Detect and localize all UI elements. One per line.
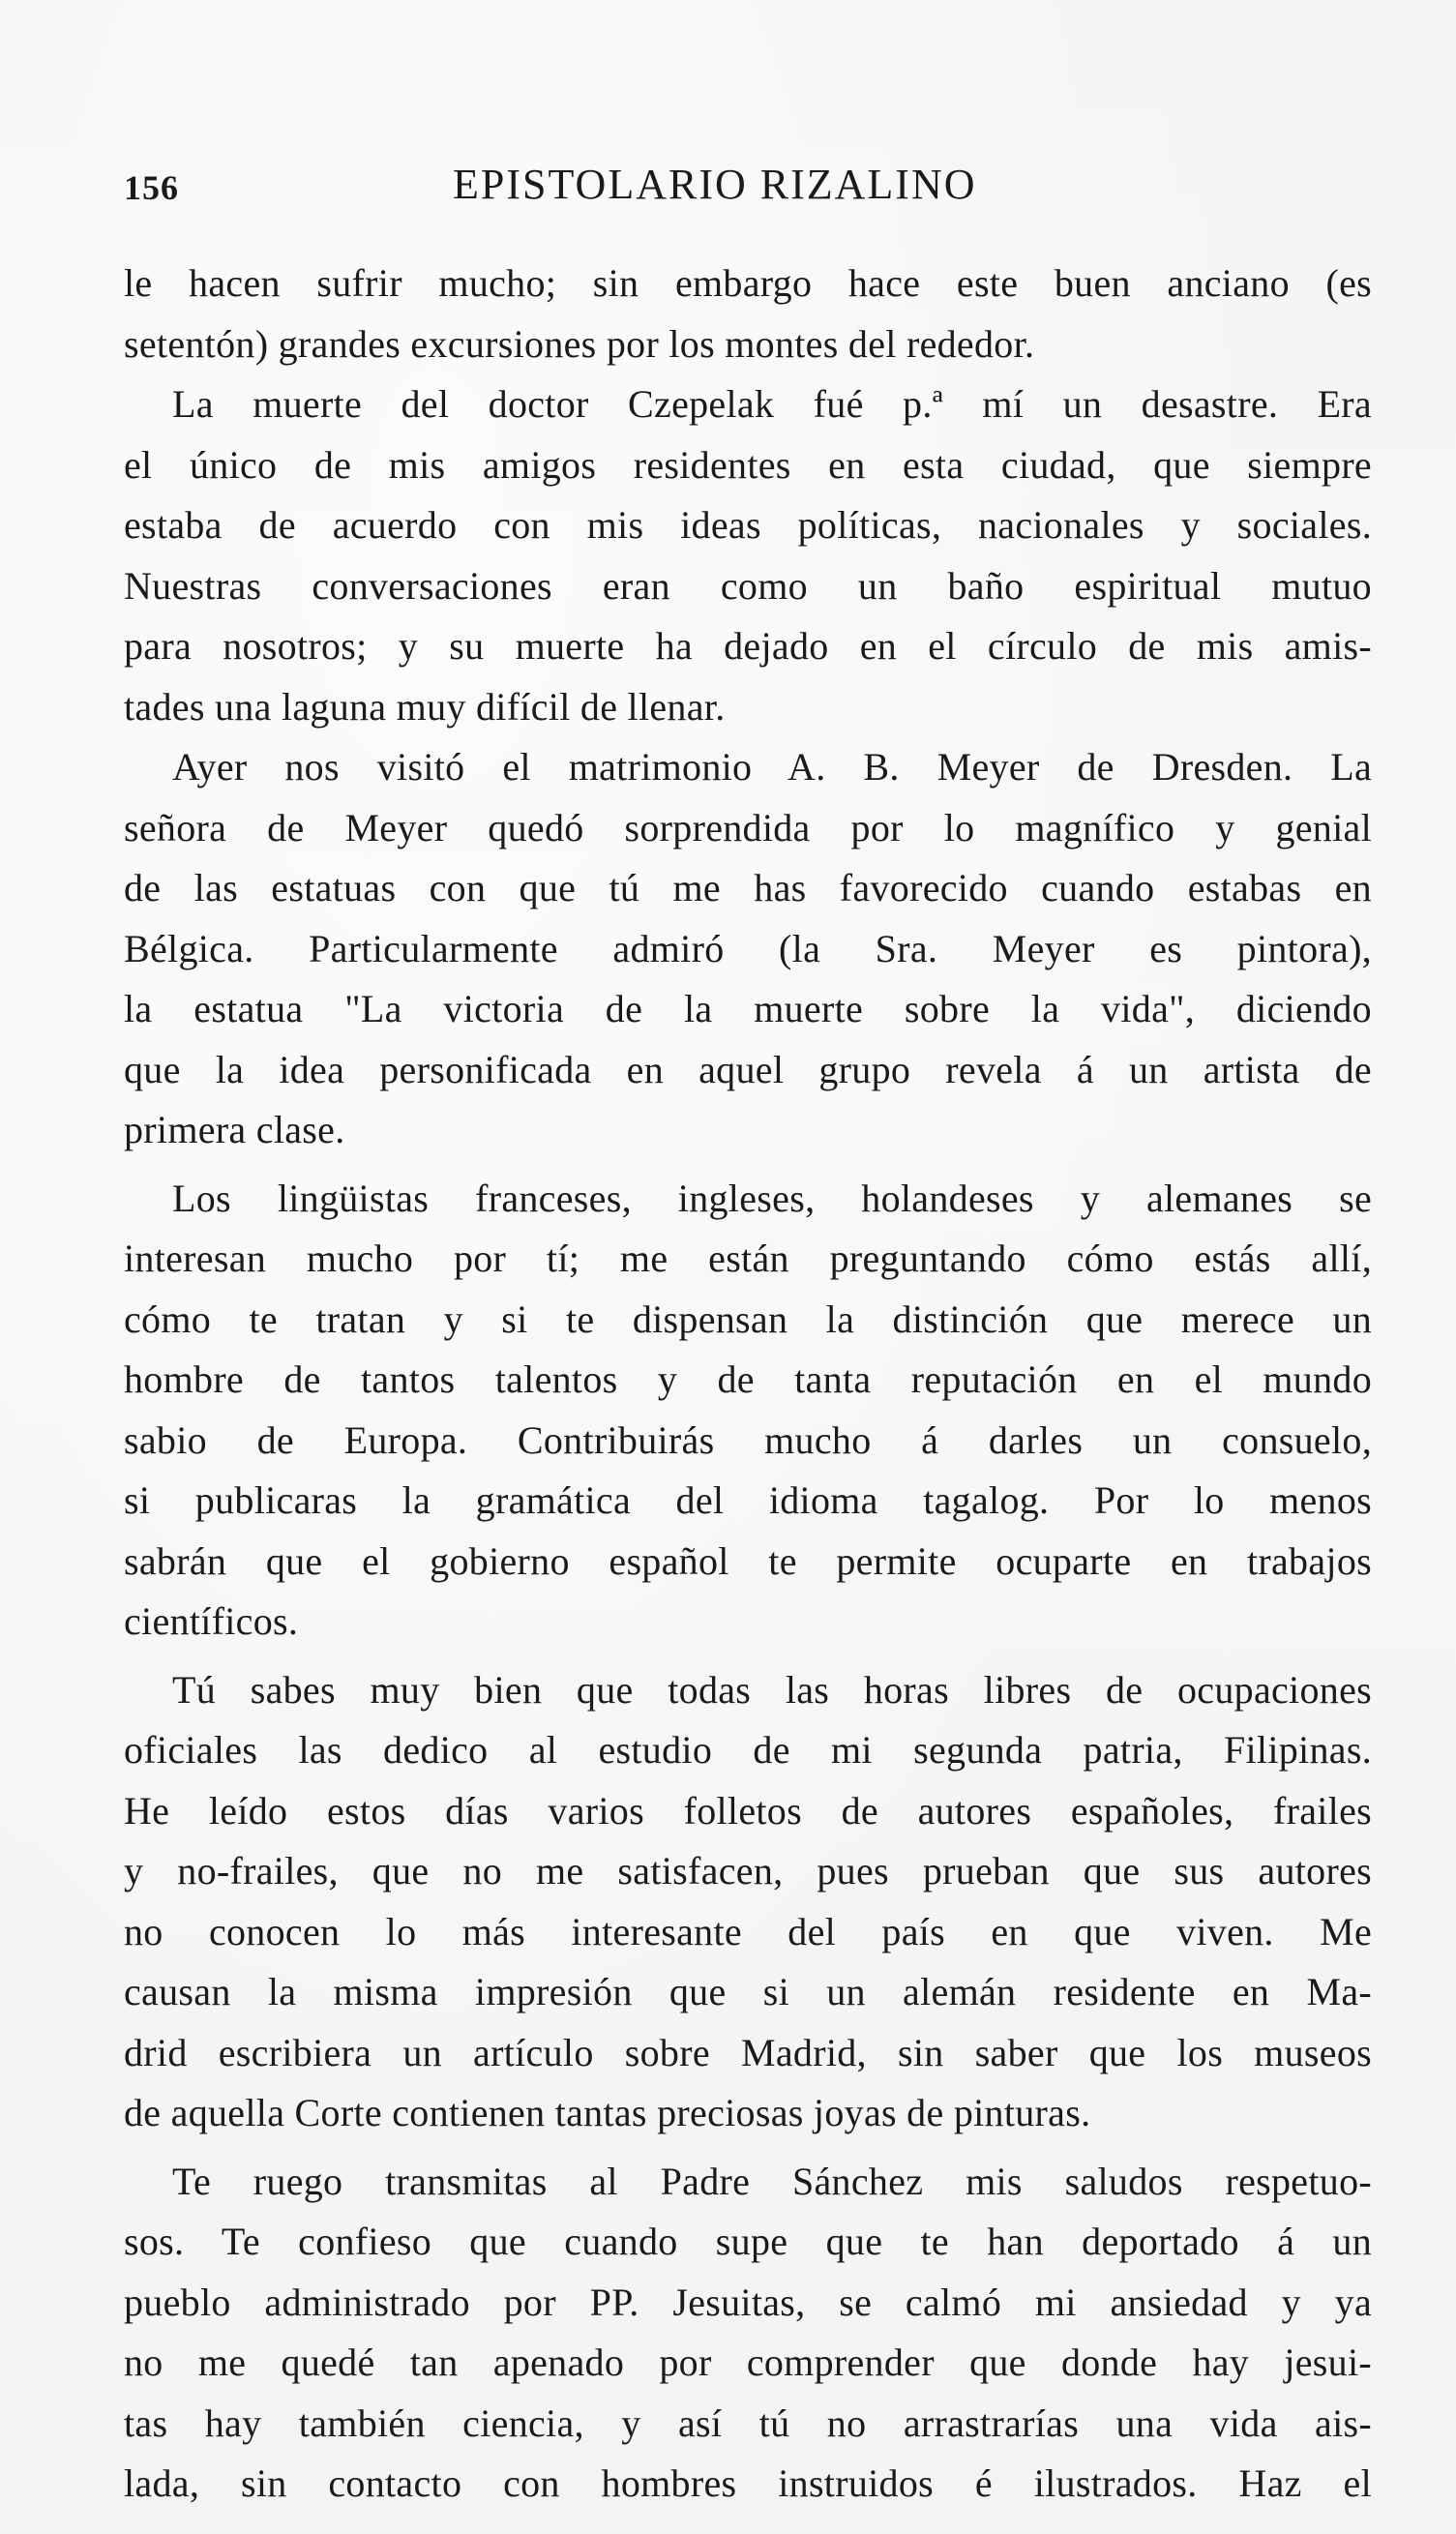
paragraph-gap [124, 1161, 1372, 1169]
paragraph-gap [124, 1653, 1372, 1660]
text-line: interesan mucho por tí; me están preguntando cómo estás allí, [124, 1237, 1372, 1280]
text-line: primera clase. [124, 1108, 345, 1151]
text-line: le hacen sufrir mucho; sin embargo hace este buen anciano (es [124, 261, 1372, 305]
text-line: La muerte del doctor Czepelak fué p.ª mí un desastre. Era [172, 382, 1372, 426]
text-line: para nosotros; y su muerte ha dejado en el círculo de mis amis- [124, 624, 1372, 668]
text-line: científicos. [124, 1599, 299, 1643]
running-head: EPISTOLARIO RIZALINO [453, 161, 977, 208]
text-line: Ayer nos visitó el matrimonio A. B. Meyer de Dresden. La [172, 745, 1372, 789]
text-line: cómo te tratan y si te dispensan la distinción que merece un [124, 1297, 1372, 1341]
text-line: la estatua "La victoria de la muerte sobre la vida", diciendo [124, 987, 1372, 1030]
text-line: oficiales las dedico al estudio de mi segunda patria, Filipinas. [124, 1728, 1372, 1772]
text-line: no me quedé tan apenado por comprender que donde hay jesui- [124, 2340, 1372, 2384]
paragraph-gap [124, 2144, 1372, 2152]
text-line: sos. Te confieso que cuando supe que te han deportado á un [124, 2220, 1372, 2263]
text-line: Los lingüistas franceses, ingleses, holandeses y alemanes se [172, 1176, 1372, 1220]
text-line: estaba de acuerdo con mis ideas políticas, nacionales y sociales. [124, 503, 1372, 547]
text-line: sabio de Europa. Contribuirás mucho á darles un consuelo, [124, 1417, 1372, 1462]
text-line: hombre de tantos talentos y de tanta reputación en el mundo [124, 1357, 1372, 1401]
text-line: sabrán que el gobierno español te permite ocuparte en trabajos [124, 1538, 1372, 1583]
text-line: Bélgica. Particularmente admiró (la Sra. Meyer es pintora), [124, 926, 1372, 970]
text-line: si publicaras la gramática del idioma tagalog. Por lo menos [124, 1478, 1372, 1522]
text-line: pueblo administrado por PP. Jesuitas, se calmó mi ansiedad y ya [124, 2280, 1372, 2324]
text-line: de las estatuas con que tú me has favorecido cuando estabas en [124, 866, 1372, 909]
page-header [124, 160, 1372, 218]
text-line: el único de mis amigos residentes en esta ciudad, que siempre [124, 442, 1372, 487]
text-line: y no-frailes, que no me satisfacen, pues prueban que sus autores [124, 1849, 1372, 1893]
text-line: causan la misma impresión que si un alemán residente en Ma- [124, 1970, 1372, 2013]
text-line: setentón) grandes excursiones por los montes del rededor. [124, 321, 1035, 366]
text-line: drid escribiera un artículo sobre Madrid, sin saber que los museos [124, 2030, 1372, 2074]
text-line: que la idea personificada en aquel grupo revela á un artista de [124, 1047, 1372, 1091]
text-line: tades una laguna muy difícil de llenar. [124, 684, 726, 729]
text-line: no conocen lo más interesante del país en que viven. Me [124, 1909, 1372, 1953]
text-line: Nuestras conversaciones eran como un baño espiritual mutuo [124, 563, 1372, 608]
body-text [124, 253, 1372, 2515]
text-line: Tú sabes muy bien que todas las horas libres de ocupaciones [172, 1667, 1372, 1712]
text-line: señora de Meyer quedó sorprendida por lo magnífico y genial [124, 805, 1372, 850]
text-line: de aquella Corte contienen tantas preciosas joyas de pinturas. [124, 2091, 1091, 2134]
text-line: Te ruego transmitas al Padre Sánchez mis saludos respetuo- [172, 2159, 1372, 2203]
text-line: lada, sin contacto con hombres instruidos é ilustrados. Haz el [124, 2461, 1372, 2505]
page-number: 156 [124, 168, 179, 207]
text-line: He leído estos días varios folletos de autores españoles, frailes [124, 1788, 1372, 1833]
text-line: tas hay también ciencia, y así tú no arrastrarías una vida ais- [124, 2400, 1372, 2445]
